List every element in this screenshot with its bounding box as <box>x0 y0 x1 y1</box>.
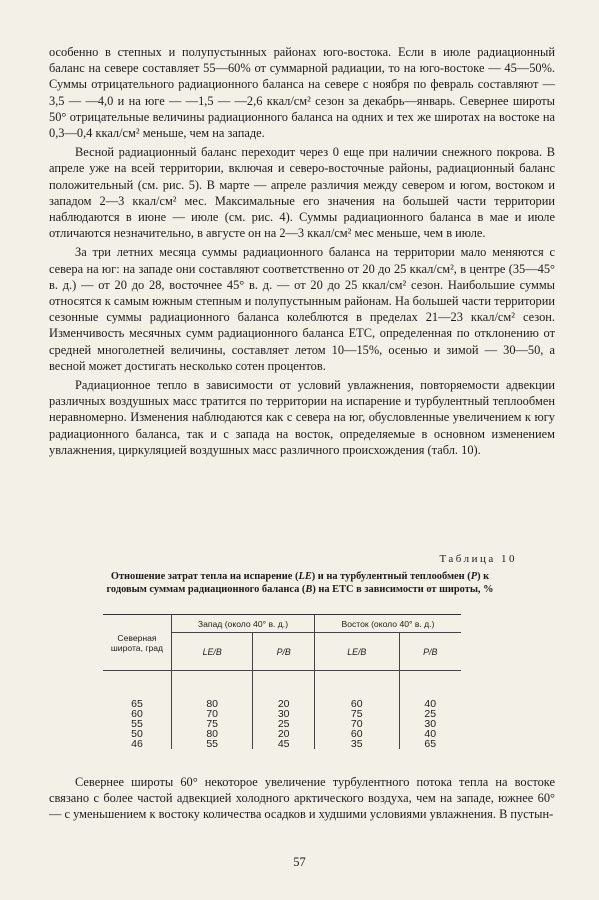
table-body <box>103 671 461 750</box>
paragraph-5: Севернее широты 60° некоторое увеличение турбулентного потока тепла на востоке связано с более частой адвекцией холодного арктического воздуха, чем на западе, южнее 60° — с уменьшением к востоку количества осадков и худшими условиями увлажнения. В пустын- <box>49 775 555 822</box>
col-header-le-b: LE/B <box>314 633 399 671</box>
value-cell: 70 <box>172 709 253 719</box>
latitude-cell: 60 <box>131 708 143 720</box>
table-caption <box>98 570 502 596</box>
table-row <box>103 739 461 749</box>
value-cell: 60 <box>314 671 399 710</box>
latitude-cell: 46 <box>131 738 143 750</box>
value-cell: 40 <box>399 671 461 710</box>
latitude-cell: 55 <box>131 718 143 730</box>
row-header-latitude: Северная широта, град <box>103 615 172 671</box>
latitude-cell: 65 <box>131 698 143 710</box>
group-header-west: Запад (около 40° в. д.) <box>172 615 315 633</box>
value-cell: 40 <box>399 729 461 739</box>
body-text-top <box>49 44 555 458</box>
group-header-east: Восток (около 40° в. д.) <box>314 615 461 633</box>
col-header-p-b: P/B <box>253 633 315 671</box>
data-table <box>103 614 461 749</box>
paragraph-2: Весной радиационный баланс переходит через 0 еще при наличии снежного покрова. В апреле уже на всей территории, включая и северо-восточные районы, радиационный баланс положительный (см. рис. 5). В марте — апреле различия между севером и югом, востоком и западом 2—3 ккал/см² мес. Максимальные его значения на большей части территории наблюдаются в июне — июле (см. рис. 4). Суммы радиационного баланса в мае и июле отличаются незначительно, в августе он на 2—3 ккал/см² мес меньше, чем в июле. <box>49 145 555 241</box>
latitude-cell: 50 <box>131 728 143 740</box>
col-header-le-b: LE/B <box>172 633 253 671</box>
value-cell: 80 <box>172 671 253 710</box>
value-cell: 35 <box>314 739 399 749</box>
value-cell: 45 <box>253 739 315 749</box>
value-cell: 25 <box>399 709 461 719</box>
value-cell: 75 <box>314 709 399 719</box>
caption-var-le: LE <box>298 571 312 582</box>
value-cell: 60 <box>314 729 399 739</box>
table-number: Таблица 10 <box>439 553 517 565</box>
value-cell: 70 <box>314 719 399 729</box>
caption-text: ) к годовым суммам радиационного баланса ( <box>106 571 490 596</box>
caption-var-b: B <box>305 584 313 596</box>
paragraph-1: особенно в степных и полупустынных районах юго-востока. Если в июле радиационный баланс на севере составляет 55—60% от суммарной радиации, то на юго-востоке — 45—50%. Суммы отрицательного радиационного баланса на севере с ноября по февраль составляют —3,5 — —4,0 и на юге — —1,5 — —2,6 ккал/см² сезон за декабрь—январь. Севернее широты 50° отрицательные величины радиационного баланса на одних и тех же широтах на востоке на 0,3—0,4 ккал/см² меньше, чем на западе. <box>49 45 555 141</box>
value-cell: 65 <box>399 739 461 749</box>
value-cell: 30 <box>399 719 461 729</box>
caption-var-p: P <box>470 571 478 582</box>
col-header-p-b: P/B <box>399 633 461 671</box>
value-cell: 55 <box>172 739 253 749</box>
value-cell: 20 <box>253 671 315 710</box>
table-row <box>103 671 461 710</box>
caption-text: ) на ЕТС в зависимости от широты, % <box>312 584 494 596</box>
value-cell: 30 <box>253 709 315 719</box>
value-cell: 25 <box>253 719 315 729</box>
paragraph-4: Радиационное тепло в зависимости от условий увлажнения, повторяемости адвекции различных воздушных масс тратится по территории на испарение и турбулентный теплообмен неравномерно. Изменения наблюдаются как с севера на юг, обусловленные увеличением к югу радиационного баланса, так и с запада на восток, определяемые в основном изменением увлажнения, циркуляцией воздушных масс различного происхождения (табл. 10). <box>49 378 555 457</box>
value-cell: 75 <box>172 719 253 729</box>
caption-text: Отношение затрат тепла на испарение ( <box>110 571 299 582</box>
value-cell: 20 <box>253 729 315 739</box>
page-number: 57 <box>293 855 306 869</box>
caption-text: ) и на турбулентный теплообмен ( <box>311 571 471 582</box>
value-cell: 80 <box>172 729 253 739</box>
paragraph-3: За три летних месяца суммы радиационного баланса на территории мало меняются с севера на юг: на западе они составляют соответственно от 20 до 25 ккал/см², в центре (35—45° в. д.) — от 20 до 28, восточнее 45° в. д. — от 20 до 25 ккал/см² сезон. Наибольшие суммы относятся к самым южным степным и полупустынным районам. На большей части территории сезонные суммы радиационного баланса колеблются в пределах 21—23 ккал/см² сезон. Изменчивость месячных сумм радиационного баланса ЕТС, определенная по отклонению от средней многолетней величины, составляет летом 10—15%, осенью и зимой — 30—50, а весной может достигать несколько сотен процентов. <box>49 245 555 373</box>
body-text-bottom <box>49 774 555 823</box>
